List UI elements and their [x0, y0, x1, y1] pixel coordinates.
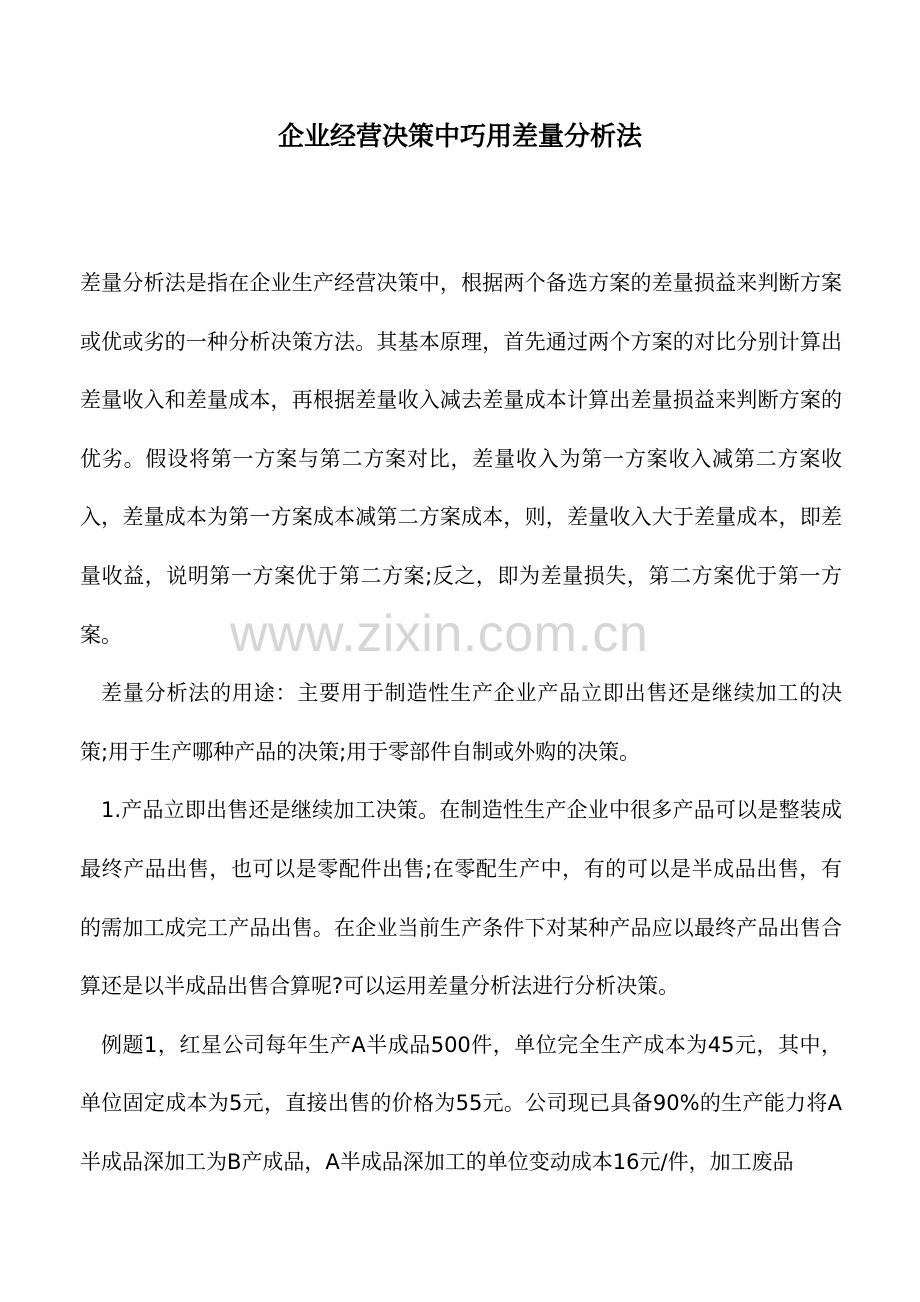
paragraph-example-1: 例题1，红星公司每年生产A半成品500件，单位完全生产成本为45元，其中，单位固定成本为5元，直接出售的价格为55元。公司现已具备90%的生产能力将A半成品深加工为B产成品，A半成品深加工的单位变动成本16元/件，加工废品: [80, 1032, 842, 1174]
document-title: 企业经营决策中巧用差量分析法: [277, 122, 642, 152]
document-body: [80, 254, 842, 1192]
paragraph-usage: 差量分析法的用途：主要用于制造性生产企业产品立即出售还是继续加工的决策;用于生产哪种产品的决策;用于零部件自制或外购的决策。: [80, 681, 842, 764]
paragraph-definition: 差量分析法是指在企业生产经营决策中，根据两个备选方案的差量损益来判断方案或优或劣的一种分析决策方法。其基本原理，首先通过两个方案的对比分别计算出差量收入和差量成本，再根据差量收入减去差量成本计算出差量损益来判断方案的优劣。假设将第一方案与第二方案对比，差量收入为第一方案收入减第二方案收入，差量成本为第一方案成本减第二方案成本，则，差量收入大于差量成本，即差量收益，说明第一方案优于第二方案;反之，即为差量损失，第二方案优于第一方案。: [80, 271, 842, 647]
watermark-text: www.zixin.com.cn: [230, 605, 649, 663]
paragraph-sell-or-process: 1.产品立即出售还是继续加工决策。在制造性生产企业中很多产品可以是整装成最终产品出售，也可以是零配件出售;在零配生产中，有的可以是半成品出售，有的需加工成完工产品出售。在企业当前生产条件下对某种产品应以最终产品出售合算还是以半成品出售合算呢?可以运用差量分析法进行分析决策。: [80, 798, 842, 999]
